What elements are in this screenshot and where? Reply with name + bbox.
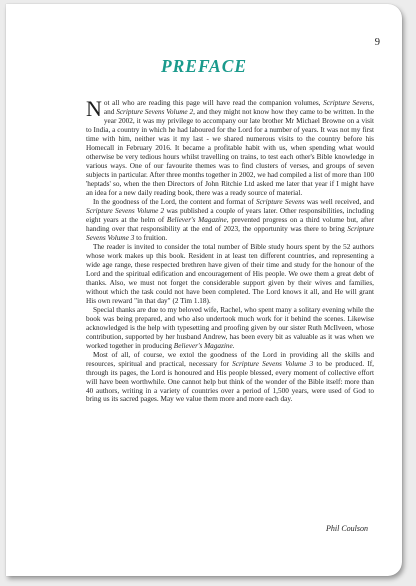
page-number: 9 [374, 37, 380, 48]
italic-title: Scripture Sevens Volume 3 [232, 359, 314, 368]
text-run: The reader is invited to consider the total number of Bible study hours spent by the 52 authors whose work makes up this book. Resident in at least ten different countries, and representing a wide age range, these respected brethren have given of their time and study for the honour of the Lord and the spiritual edification and encouragement of His people. We owe them a great debt of thanks. Also, we must not forget the considerable support given by their wives and families, without which the task could not have been completed. The Lord knows it all, and He will grant His own reward "in that day" (2 Tim 1.18). [86, 242, 374, 305]
text-run: was published a couple of years later. Other responsibilities, including eight years at the helm of [86, 206, 375, 224]
text-run: prevented progress on a third volume but, after handing over that responsibility at the end of 2023, the opportunity was there to bring [86, 215, 374, 233]
paragraph-4 [86, 306, 374, 351]
text-run: to fruition. [134, 233, 168, 242]
italic-title: Believer's Magazine. [173, 341, 235, 350]
text-run: was well received, and [304, 197, 374, 206]
paragraph-3 [86, 243, 374, 306]
book-page [6, 4, 402, 576]
preface-body [86, 96, 375, 404]
italic-title: Scripture Sevens Volume 3 [86, 224, 374, 242]
italic-title: Scripture Sevens Volume 2 [116, 107, 194, 116]
drop-cap: N [86, 96, 102, 121]
text-run: Special thanks are due to my beloved wife, Rachel, who spent many a solitary evening while the book was being prepared, and who also undertook much work for it behind the scenes. Likewise acknowledged is the help with typesetting and proofing given by our sister Ruth McIlveen, whose contribution, supported by her husband Andrew, has been every bit as valuable as it was when we worked together in producing [86, 305, 374, 350]
text-run: , and they might not know how they came to be written. In the year 2002, it was my privilege to accompany our late brother Mr Michael Browne on a visit to India, a country in which he had laboured for the Lord for a number of years. It was not my first time with him, neither was it my last - we shared numerous visits to the country before his Homecall in February 2016. It became a profitable habit with us, when spending what would otherwise be very tedious hours whilst travelling on trains, to test each other's Bible knowledge in various ways. One of our favourite themes was to find clusters of verses, and groups of seven subjects in particular. After three months together in 2002, we had compiled a list of more than 100 'heptads' so, when the then Directors of John Ritchie Ltd asked me later that year if I might have an idea for a new daily reading book, there was a ready source of material. [86, 107, 375, 197]
italic-title: Believer's Magazine, [166, 215, 229, 224]
page-title: PREFACE [160, 56, 248, 76]
text-run: to be produced. If, through its pages, the Lord is honoured and His people blessed, every moment of collective effort will have been worthwhile. One cannot help but think of the wonder of the Bible itself: more than 40 authors, writing in a variety of countries over a period of 1,500 years, were used of God to bring us its sacred pages. May we value them more and more each day. [86, 359, 374, 404]
paragraph-1 [86, 96, 375, 198]
paragraph-5 [86, 351, 374, 405]
text-run: , and [103, 99, 374, 116]
text-run: ot all who are reading this page will have read the companion volumes, [103, 99, 324, 107]
text-run: Most of all, of course, we extol the goodness of the Lord in providing all the skills and resources, spiritual and practical, necessary for [86, 350, 374, 368]
author-signature: Phil Coulson [325, 524, 368, 533]
italic-title: Scripture Sevens Volume 2 [86, 206, 165, 215]
paragraph-2 [86, 198, 374, 243]
text-run: In the goodness of the Lord, the content and format of [93, 197, 256, 206]
italic-title: Scripture Sevens [255, 197, 305, 206]
italic-title: Scripture Sevens [323, 99, 373, 107]
